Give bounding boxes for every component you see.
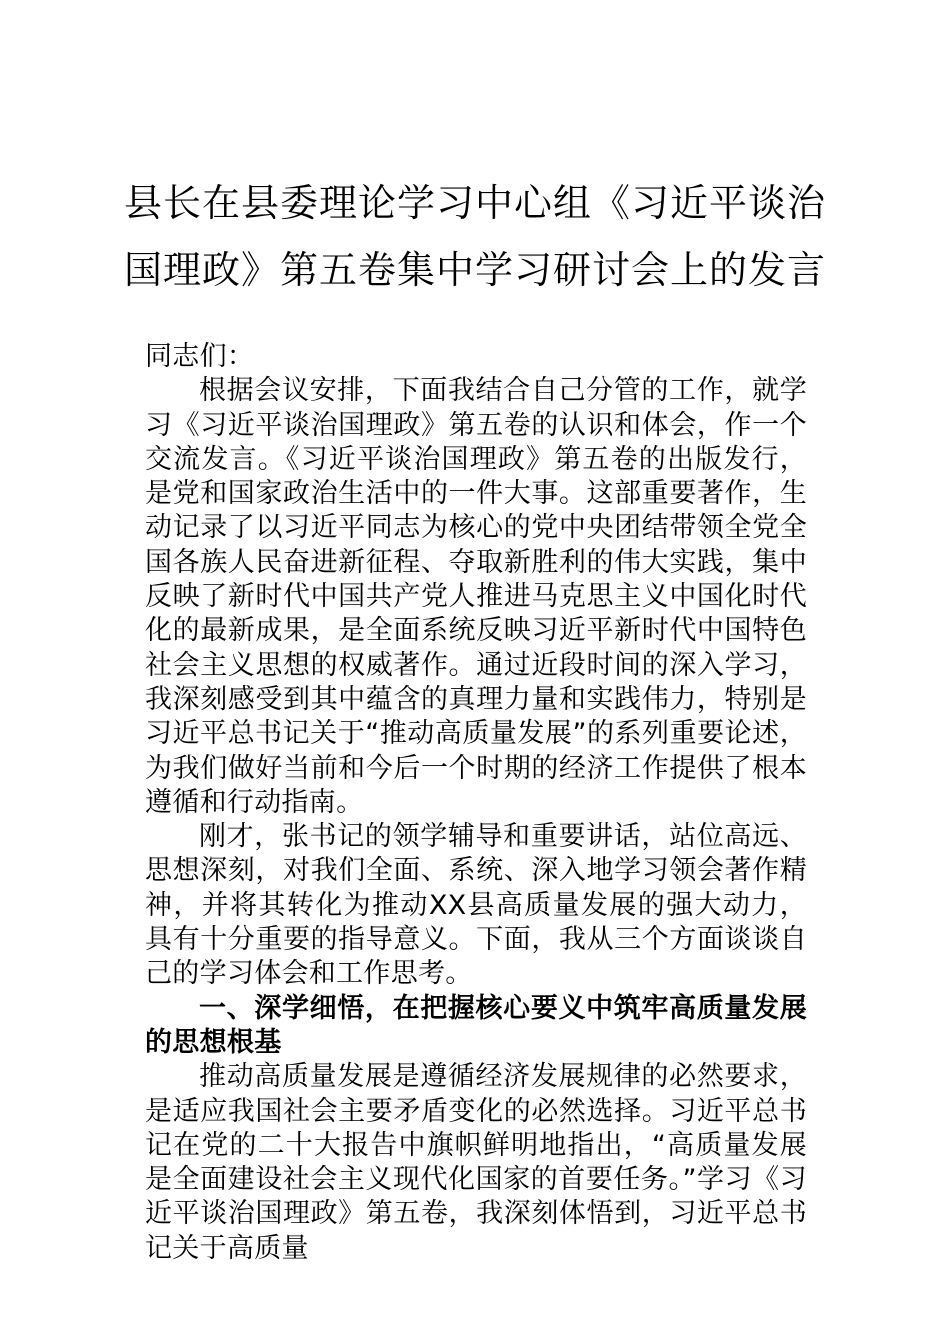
salutation: 同志们： [145,341,255,372]
document-body [145,340,807,1266]
section-heading-1: 一、深学细悟，在把握核心要义中筑牢高质量发展的思想根基 [145,992,807,1058]
paragraph-2: 刚才，张书记的领学辅导和重要讲话，站位高远、思想深刻，对我们全面、系统、深入地学习领会著作精神，并将其转化为推动XX县高质量发展的强大动力，具有十分重要的指导意义。下面，我从三个方面谈谈自己的学习体会和工作思考。 [145,821,807,990]
document-title-line-1: 县长在县委理论学习中心组《习近平谈治 [123,181,826,225]
document-title-line-2: 国理政》第五卷集中学习研讨会上的发言 [123,248,826,292]
paragraph-1: 根据会议安排，下面我结合自己分管的工作，就学习《习近平谈治国理政》第五卷的认识和体会，作一个交流发言。《习近平谈治国理政》第五卷的出版发行，是党和国家政治生活中的一件大事。这部重要著作，生动记录了以习近平同志为核心的党中央团结带领全党全国各族人民奋进新征程、夺取新胜利的伟大实践，集中反映了新时代中国共产党人推进马克思主义中国化时代化的最新成果，是全面系统反映习近平新时代中国特色社会主义思想的权威著作。通过近段时间的深入学习，我深刻感受到其中蕴含的真理力量和实践伟力，特别是习近平总书记关于“推动高质量发展”的系列重要论述，为我们做好当前和今后一个时期的经济工作提供了根本遵循和行动指南。 [145,375,807,818]
paragraph-3: 推动高质量发展是遵循经济发展规律的必然要求，是适应我国社会主要矛盾变化的必然选择。习近平总书记在党的二十大报告中旗帜鲜明地指出，“高质量发展是全面建设社会主义现代化国家的首要任务。”学习《习近平谈治国理政》第五卷，我深刻体悟到，习近平总书记关于高质量 [145,1061,807,1264]
